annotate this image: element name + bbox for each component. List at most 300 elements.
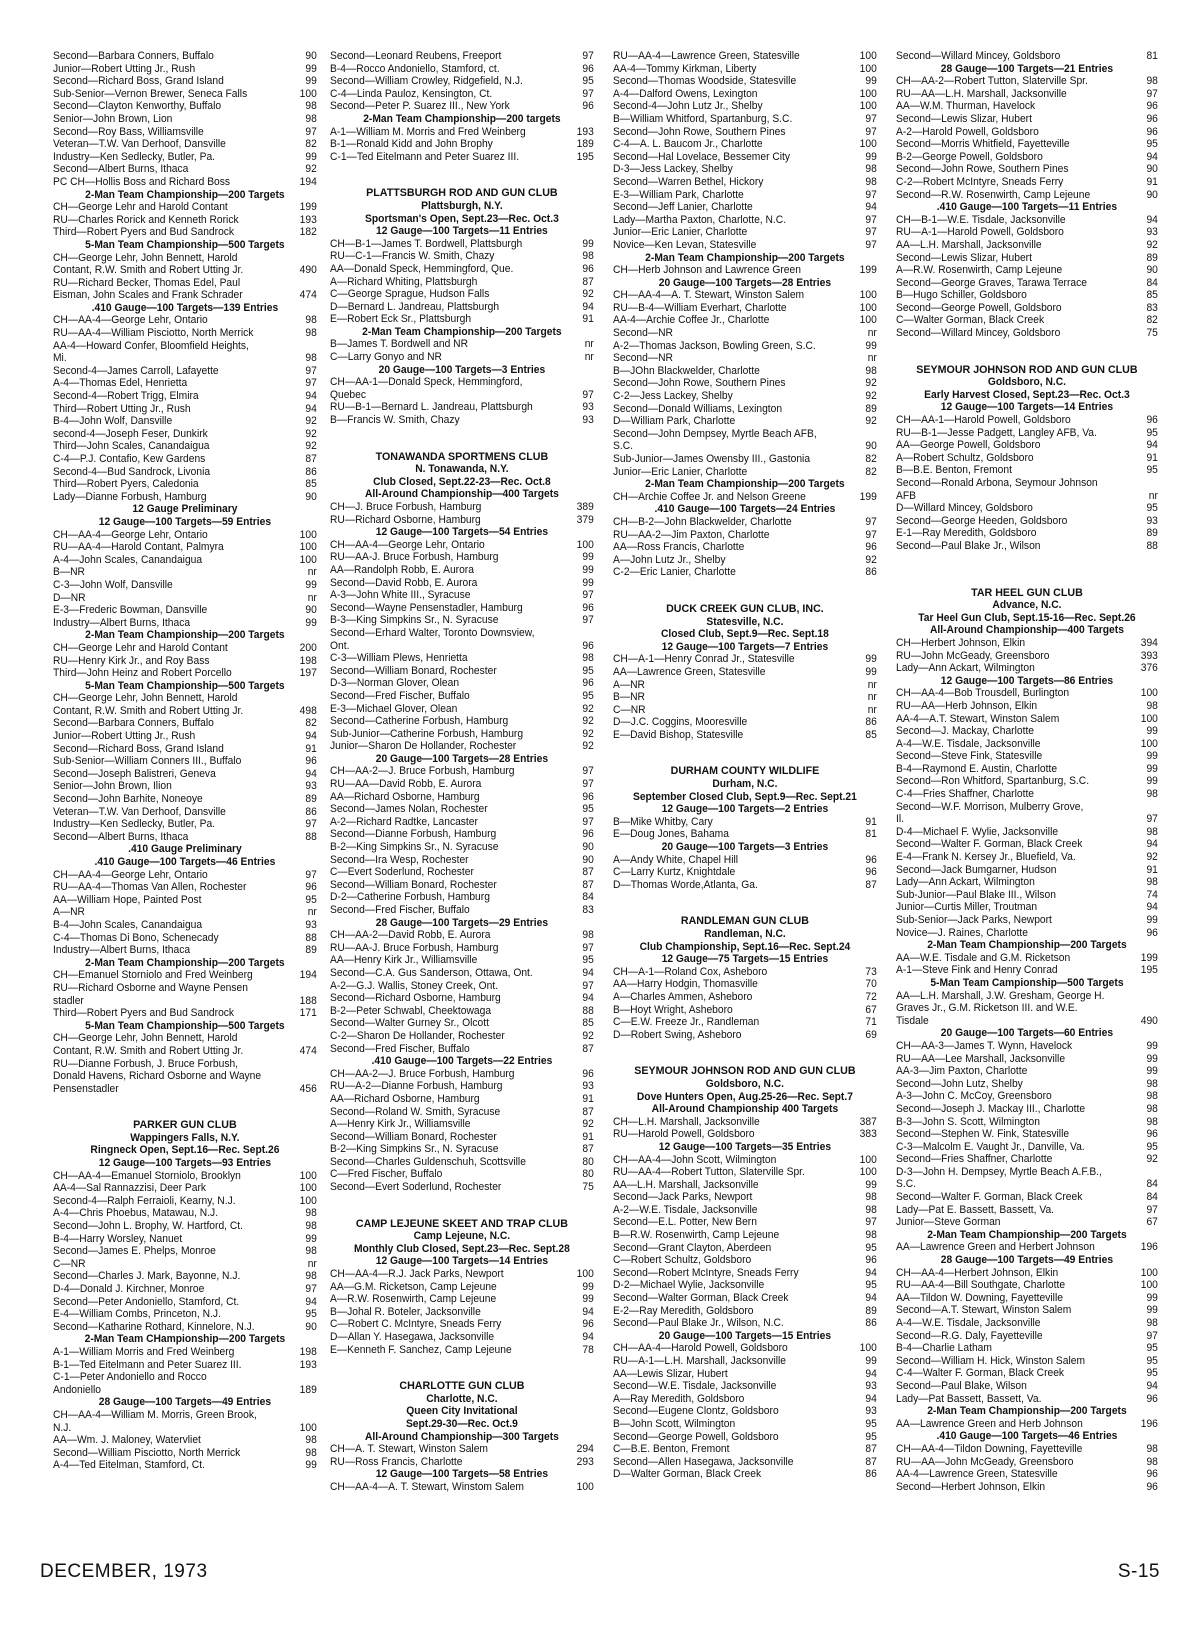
entry-continued-line: AA-4—Howard Confer, Bloomfield Heights, [53,339,249,352]
entry-score: 97 [305,868,317,881]
entry-score: 84 [582,891,594,904]
result-entry [330,1118,594,1131]
event-heading: 2-Man Team Championship—200 targets [363,112,561,125]
result-entry [53,592,317,605]
entry-score: 92 [1146,238,1158,251]
entry-score: 97 [865,125,877,138]
entry-score: 96 [1146,1480,1158,1493]
entry-score: 98 [305,112,317,125]
entry-score: 90 [582,853,594,866]
result-entry [896,126,1158,139]
entry-name: Second—Morris Whitfield, Fayetteville [896,138,1070,151]
entry-name: E-1—Ray Meredith, Goldsboro [896,527,1037,540]
entry-score: 84 [1146,276,1158,289]
result-entry [613,1355,877,1368]
event-heading: 12 Gauge—100 Targets—11 Entries [376,225,548,238]
entry-name: Industry—Albert Burns, Ithaca [53,944,191,957]
entry-name: CH—AA-2—Robert Tutton, Slaterville Spr. [896,75,1088,88]
result-entry [613,151,877,164]
entry-score: 99 [582,1293,594,1306]
entry-score: 89 [865,402,877,415]
result-entry [896,239,1158,252]
result-entry [53,995,317,1008]
entry-score: 92 [582,702,594,715]
result-entry [330,564,594,577]
entry-name: RU—AA—Herb Johnson, Elkin [896,699,1038,712]
result-entry [53,289,317,302]
entry-name: Second—Jack Parks, Newport [613,1191,753,1204]
entry-score: 93 [865,1380,877,1393]
entry-score: 90 [1146,264,1158,277]
entry-score: 71 [865,1016,877,1029]
entry-score: 99 [865,150,877,163]
result-entry [613,1016,877,1029]
entry-continued-line: AA—L.H. Marshall, J.W. Gresham, George H. [896,989,1105,1002]
entry-score: 96 [1146,1392,1158,1405]
entry-score: 100 [299,1421,317,1434]
result-entry [330,351,594,364]
entry-score: 96 [1146,125,1158,138]
result-entry [53,1195,317,1208]
entry-score: 99 [1146,914,1158,926]
entry-score: 195 [1140,964,1158,977]
entry-score: 376 [1140,662,1158,675]
entry-score: 92 [582,1029,594,1042]
result-entry [613,491,877,504]
section-spacer [330,1194,594,1204]
entry-score: 90 [305,490,317,503]
result-entry [330,1293,594,1306]
result-entry [53,969,317,982]
entry-name: Second—Hal Lovelace, Bessemer City [613,150,791,163]
entry-name: C—Larry Gonyo and NR [330,351,442,364]
section-spacer [330,163,594,173]
event-heading: 2-Man Team Championship—200 Targets [85,956,285,969]
entry-name: Second—Wayne Pensenstadler, Hamburg [330,601,523,614]
result-entry [613,666,877,679]
result-entry [896,1418,1158,1431]
result-entry [330,652,594,665]
entry-name: Industry—Ken Sedlecky, Butler, Pa. [53,150,216,163]
result-entry [896,527,1158,540]
result-entry [330,100,594,113]
result-entry [613,365,877,378]
entry-name: B—Hoyt Wright, Asheboro [613,1003,733,1016]
entry-score: 97 [582,815,594,828]
result-entry [896,1468,1158,1481]
result-entry [613,327,877,340]
entry-name: Lady—Pat E. Bassett, Bassett, Va. [896,1203,1055,1216]
entry-name: E-3—Michael Glover, Olean [330,702,458,715]
entry-score: 95 [582,803,594,816]
entry-score: 96 [865,541,877,554]
entry-score: 87 [865,1455,877,1468]
result-entry [330,614,594,627]
event-heading: Sept.29-30—Rec. Oct.9 [405,1417,518,1430]
result-entry [613,541,877,554]
section-spacer [613,741,877,751]
entry-name: RU—AA-4—Harold Contant, Palmyra [53,541,224,554]
section-spacer [330,1356,594,1366]
result-entry [330,138,594,151]
result-entry [330,980,594,993]
entry-score: 96 [1146,1128,1158,1141]
result-entry [330,1005,594,1018]
entry-name: Second—Fred Fischer, Buffalo [330,689,470,702]
entry-score: 94 [1146,150,1158,163]
result-entry [613,653,877,666]
event-heading: .410 Gauge—100 Targets—22 Entries [371,1055,553,1068]
event-heading: Ringneck Open, Sept.16—Rec. Sept.26 [90,1144,280,1157]
event-heading: Club Closed, Sept.22-23—Rec. Oct.8 [373,475,551,488]
entry-name: Second—E.L. Potter, New Bern [613,1216,757,1229]
entry-name: A—NR [613,678,645,691]
result-entry [896,1481,1158,1494]
result-entry [53,226,317,239]
entry-name: CH—Herb Johnson and Lawrence Green [613,264,801,277]
entry-score: 92 [582,1118,594,1131]
result-entry [613,554,877,567]
entry-score: 90 [865,440,877,453]
entry-score: 92 [582,740,594,753]
entry-name: A—R.W. Rosenwirth, Camp Lejeune [896,264,1063,277]
entry-score: 97 [582,614,594,627]
event-heading: 12 Gauge—100 Targets—93 Entries [98,1157,272,1170]
result-entry [330,151,594,164]
entry-name: A-2—G.J. Wallis, Stoney Creek, Ont. [330,979,499,992]
result-entry [53,655,317,668]
entry-name: AA—Ross Francis, Charlotte [613,541,745,554]
event-heading: 5-Man Team Championship—500 Targets [85,679,285,692]
entry-name: RU—AA-4—Lawrence Green, Statesville [613,50,800,62]
event-heading: 20 Gauge—100 Targets—3 Entries [661,841,829,854]
entry-score: 85 [305,478,317,491]
result-entry [613,340,877,353]
event-heading: 12 Gauge Preliminary [132,503,238,516]
result-entry [613,1154,877,1167]
entry-name: A—John Lutz Jr., Shelby [613,553,726,566]
entry-score: 91 [582,313,594,326]
entry-name: E-3—Frederic Bowman, Dansville [53,604,208,617]
event-heading: N. Tonawanda, N.Y. [415,463,509,476]
entry-score: 98 [1146,699,1158,712]
entry-score: 67 [1146,1216,1158,1229]
result-entry [330,577,594,590]
club-name: SEYMOUR JOHNSON ROD AND GUN CLUB [916,363,1138,376]
entry-continued-line: CH—George Lehr, John Bennett, Harold [53,1032,238,1045]
result-entry [896,1330,1158,1343]
event-heading: .410 Gauge—100 Targets—24 Entries [654,503,836,516]
entry-score: 88 [582,1004,594,1017]
entry-name: AA—Henry Kirk Jr., Williamsville [330,954,478,967]
entry-name: AA—Richard Osborne, Hamburg [330,1092,480,1105]
result-entry [613,866,877,879]
entry-score: 97 [305,377,317,390]
entry-name: D-4—Michael F. Wylie, Jacksonville [896,825,1059,838]
result-entry [896,176,1158,189]
entry-score: 91 [1146,863,1158,876]
entry-score: 96 [582,62,594,75]
entry-score: 98 [305,352,317,365]
entry-score: 99 [865,665,877,678]
entry-score: 199 [299,201,317,214]
entry-score: 99 [305,616,317,629]
entry-score: 87 [582,275,594,288]
result-entry [53,100,317,113]
issue-date: DECEMBER, 1973 [40,1561,208,1582]
entry-name: C-4—P.J. Contafio, Kew Gardens [53,453,206,465]
entry-name: Second—Jack Bumgarner, Hudson [896,863,1057,876]
entry-score: 89 [305,793,317,806]
event-heading: .410 Gauge—100 Targets—11 Entries [936,201,1118,214]
entry-score: 99 [1146,775,1158,788]
result-entry [896,650,1158,663]
entry-score: 93 [582,401,594,414]
entry-score: 98 [865,163,877,176]
entry-score: 98 [865,175,877,188]
club-name: RANDLEMAN GUN CLUB [680,915,809,928]
entry-name: Second—Jeff Lanier, Charlotte [613,201,753,214]
entry-name: D-2—Michael Wylie, Jacksonville [613,1279,765,1292]
result-entry [53,579,317,592]
entry-name: D—Willard Mincey, Goldsboro [896,502,1033,515]
result-entry [330,288,594,301]
result-entry [613,716,877,729]
entry-name: AA—L.H. Marshall, Jacksonville [613,1178,759,1191]
result-entry [896,851,1158,864]
entry-name: Industry—Ken Sedlecky, Butler, Pa. [53,818,216,831]
entry-score: 92 [305,415,317,428]
entry-score: 94 [582,1331,594,1343]
entry-score: 91 [582,1092,594,1105]
entry-score: 99 [582,551,594,564]
entry-name: CH—AA-4—John Scott, Wilmington [613,1153,777,1166]
entry-score: 394 [1140,636,1158,649]
entry-name: A-1—Steve Fink and Henry Conrad [896,964,1058,977]
entry-score: 75 [1146,327,1158,340]
result-entry [613,566,877,579]
entry-name: D—NR [53,591,86,604]
entry-score: 98 [305,100,317,113]
result-entry [330,929,594,942]
entry-name: Second—William H. Hick, Winston Salem [896,1354,1086,1367]
entry-name: Junior—Eric Lanier, Charlotte [613,465,748,478]
entry-score: 474 [299,1044,317,1057]
event-heading: 12 Gauge—100 Targets—7 Entries [661,640,829,653]
entry-score: 98 [1146,1317,1158,1329]
entry-name: C—Walter Gorman, Black Creek [896,314,1045,327]
entry-name: E—David Bishop, Statesville [613,728,744,741]
result-entry [53,138,317,151]
result-entry [330,866,594,879]
club-name: CHARLOTTE GUN CLUB [399,1380,525,1393]
result-entry [53,717,317,730]
entry-name: AA-3—Jim Paxton, Charlotte [896,1065,1028,1078]
entry-score: 100 [299,528,317,541]
entry-continued-line: CH—George Lehr, John Bennett, Harold [53,251,238,264]
entry-name: B—NR [613,691,645,704]
entry-name: A-1—William Morris and Fred Weinberg [53,1345,235,1358]
entry-name: Second—George Powell, Goldsboro [613,1430,779,1443]
entry-name: Second—Roy Bass, Williamsville [53,125,204,138]
entry-name: RU—C-1—Francis W. Smith, Chazy [330,250,495,263]
entry-name: E—Robert Eck Sr., Plattsburgh [330,313,472,326]
result-entry [896,1191,1158,1204]
entry-score: 95 [305,1308,317,1321]
event-heading: All-Around Championship—400 Targets [364,488,559,501]
entry-score: 99 [865,653,877,666]
entry-name: AA-4—Lawrence Green, Statesville [896,1468,1058,1481]
entry-name: D—Bernard L. Jandreau, Plattsburgh [330,300,500,313]
entry-name: B-1—Ronald Kidd and John Brophy [330,138,493,151]
entry-name: C—E.W. Freeze Jr., Randleman [613,1016,760,1029]
entry-score: 199 [859,490,877,503]
entry-name: B—Francis W. Smith, Chazy [330,414,460,427]
entry-name: Second—J. Mackay, Charlotte [896,725,1035,738]
entry-name: C-3—John Wolf, Dansville [53,578,173,591]
entry-score: 98 [865,1203,877,1216]
entry-name: Third—John Heinz and Robert Porcello [53,667,232,680]
entry-score: 84 [1146,1191,1158,1204]
entry-name: PC CH—Hollis Boss and Richard Boss [53,175,231,188]
entry-score: 98 [1146,788,1158,801]
result-entry [53,88,317,101]
entry-continued-line: Second—W.F. Morrison, Mulberry Grove, [896,800,1084,813]
entry-score: 95 [305,893,317,906]
event-heading: 2-Man Team Championship—200 Targets [927,939,1127,952]
result-entry [896,214,1158,227]
result-entry [896,1380,1158,1393]
entry-name: Quebec [330,388,366,401]
event-heading: Wappingers Falls, N.Y. [130,1131,240,1144]
entry-score: 99 [305,75,317,88]
entry-name: CH—AA-2—David Robb, E. Aurora [330,929,491,942]
result-entry [53,176,317,189]
entry-name: Sub-Senior—William Conners III., Buffalo [53,755,242,768]
event-heading: All-Around Championship—300 Targets [364,1430,559,1443]
result-entry [330,263,594,276]
entry-score: 99 [1146,1052,1158,1065]
result-entry [53,390,317,403]
entry-score: 87 [865,1443,877,1456]
entry-name: Second—Leonard Reubens, Freeport [330,50,502,62]
result-entry [613,75,877,88]
entry-score: 97 [865,213,877,226]
entry-name: RU—Richard Osborne, Hamburg [330,513,481,526]
result-entry [53,1245,317,1258]
result-entry [53,932,317,945]
entry-name: Industry—Albert Burns, Ithaca [53,616,191,629]
entry-score: 193 [299,213,317,226]
result-entry [613,1179,877,1192]
entry-name: Lady—Ann Ackart, Wilmington [896,876,1035,889]
result-entry [896,151,1158,164]
entry-name: B-3—King Simpkins Sr., N. Syracuse [330,614,499,627]
entry-name: Second—Charles Guldenschuh, Scottsville [330,1155,526,1168]
entry-name: Second—John Rowe, Southern Pines [613,377,786,390]
event-heading: Dove Hunters Open, Aug.25-26—Rec. Sept.7 [636,1090,853,1103]
entry-score: 100 [859,1342,877,1355]
result-entry [896,88,1158,101]
entry-score: 88 [305,931,317,944]
entry-score: 97 [305,364,317,377]
event-heading: 5-Man Team Championship—500 Targets [85,238,285,251]
entry-score: 97 [582,87,594,100]
result-entry [896,314,1158,327]
entry-name: AA—Harry Hodgin, Thomasville [613,978,758,991]
entry-score: 95 [582,689,594,702]
result-entry [53,1346,317,1359]
entry-score: 94 [305,767,317,780]
result-entry [896,1090,1158,1103]
entry-name: Second—William Pisciotto, North Merrick [53,1446,241,1459]
entry-name: A-4—John Scales, Canandaigua [53,553,203,566]
result-entry [330,841,594,854]
result-entry [330,1168,594,1181]
entry-name: RU—A-1—L.H. Marshall, Jacksonville [613,1355,787,1367]
result-entry [53,352,317,365]
entry-name: Andoniello [53,1383,101,1396]
entry-name: AA—L.H. Marshall, Jacksonville [896,238,1042,251]
event-heading: Sportsman's Open, Sept.23—Rec. Oct.3 [365,212,559,225]
entry-name: Second—Richard Boss, Grand Island [53,75,224,88]
entry-name: D—William Park, Charlotte [613,415,736,428]
entry-name: Second—NR [613,352,673,365]
result-entry [330,401,594,414]
entry-score: 98 [865,1229,877,1242]
entry-score: nr [307,591,317,604]
event-heading: Closed Club, Sept.9—Rec. Sept.18 [660,628,829,641]
entry-score: 99 [582,576,594,589]
result-entry [330,1331,594,1344]
entry-name: Second—William Crowley, Ridgefield, N.J. [330,75,523,88]
entry-name: AA-4—Tommy Kirkman, Liberty [613,62,757,75]
entry-name: B-4—John Wolf, Dansville [53,415,173,428]
entry-name: D—Allan Y. Hasegawa, Jacksonville [330,1331,495,1343]
entry-name: B—R.W. Rosenwirth, Camp Lejeune [613,1229,780,1242]
result-entry [53,1296,317,1309]
club-name: TONAWANDA SPORTMENS CLUB [375,450,549,463]
event-heading: Statesville, N.C. [706,615,784,628]
result-entry [53,415,317,428]
entry-name: B—B.E. Benton, Fremont [896,464,1012,477]
entry-score: 96 [865,866,877,879]
entry-name: Sub-Junior—Catherine Forbush, Hamburg [330,727,524,740]
entry-name: AA—William Hope, Painted Post [53,893,202,906]
entry-name: RU—AA—L.H. Marshall, Jacksonville [896,87,1067,100]
entry-score: 97 [1146,1203,1158,1216]
entry-score: 94 [582,992,594,1005]
result-entry [53,377,317,390]
entry-score: 98 [305,1446,317,1459]
result-entry [613,1267,877,1280]
entry-name: Junior—Sharon De Hollander, Rochester [330,740,517,753]
entry-score: 82 [305,717,317,730]
entry-name: Second—Paul Blake, Wilson [896,1379,1027,1392]
result-entry [613,978,877,991]
entry-name: D-3—Norman Glover, Olean [330,677,460,690]
entry-name: Eisman, John Scales and Frank Schrader [53,289,243,302]
event-heading: 20 Gauge—100 Targets—3 Entries [378,363,546,376]
entry-score: 92 [582,727,594,740]
result-entry [896,763,1158,776]
club-name: CAMP LEJEUNE SKEET AND TRAP CLUB [355,1217,568,1230]
event-heading: 12 Gauge—75 Targets—15 Entries [661,953,829,966]
result-entry [330,1017,594,1030]
entry-score: 100 [576,1268,594,1281]
entry-score: 98 [865,1191,877,1204]
result-entry [613,1443,877,1456]
